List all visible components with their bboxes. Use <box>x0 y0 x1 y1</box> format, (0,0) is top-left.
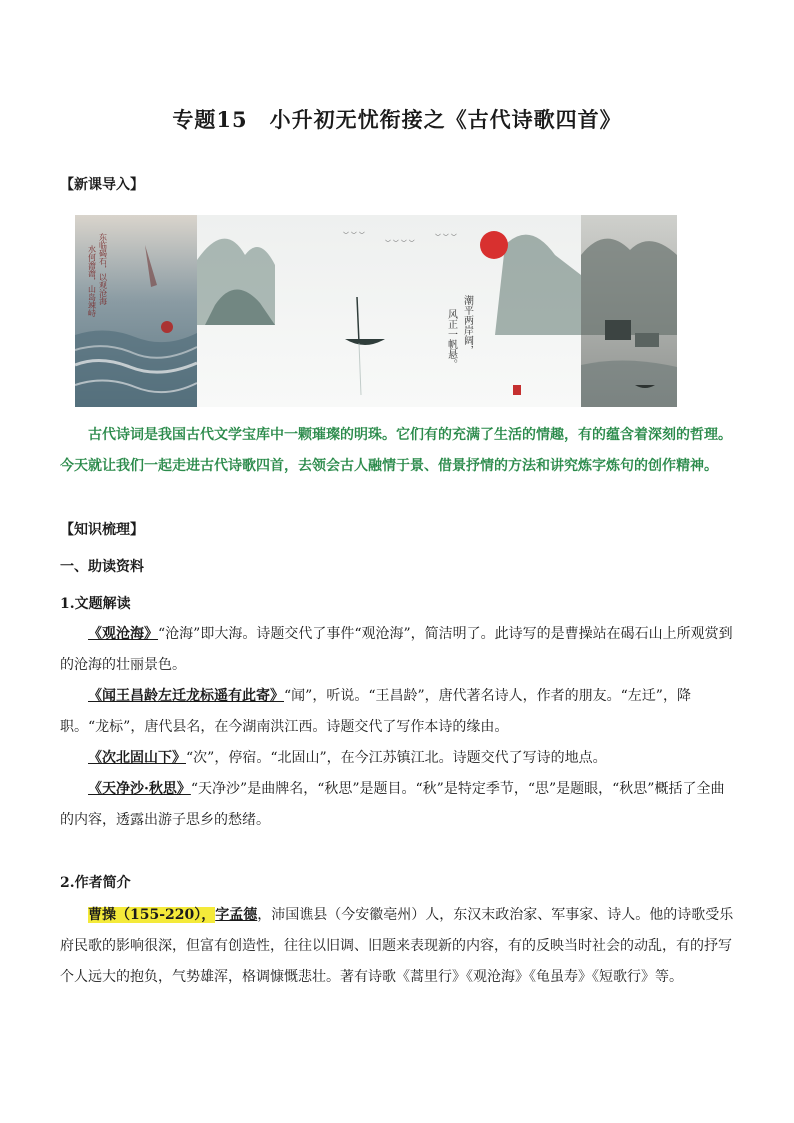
figure-icon <box>161 321 173 333</box>
item-guancanghai <box>60 619 736 681</box>
page-title: 专题15 小升初无忧衔接之《古代诗歌四首》 <box>172 107 622 132</box>
author-courtesy-name: 字孟德 <box>215 907 258 923</box>
intro-paragraph: 古代诗词是我国古代文学宝库中一颗璀璨的明珠。它们有的充满了生活的情趣，有的蕴含着深刻的哲理。今天就让我们一起走进古代诗歌四首，去领会古人融情于景、借景抒情的方法和讲究炼字炼句的创作精神。 <box>60 427 732 474</box>
item-cibeigushan <box>60 743 736 774</box>
author-name: 曹操（155-220）， <box>88 907 216 923</box>
svg-text:水何澹澹，山岛竦峙: 水何澹澹，山岛竦峙 <box>87 245 97 317</box>
banner-image <box>75 215 677 407</box>
item-desc: “闻”，听说。“王昌龄”，唐代著名诗人，作者的朋友。“左迁”，降职。“龙标”，唐代县名，在今湖南洪江西。诗题交代了写作本诗的缘由。 <box>60 688 691 735</box>
item-title: 《次北固山下》 <box>88 750 186 766</box>
seal-stamp <box>513 385 521 395</box>
section-header-intro: 【新课导入】 <box>60 177 144 193</box>
svg-text:东临碣石，以观沧海: 东临碣石，以观沧海 <box>98 233 108 305</box>
item-desc: “天净沙”是曲牌名，“秋思”是题目。“秋”是特定季节，“思”是题眼，“秋思”概括了全曲的内容，透露出游子思乡的愁绪。 <box>60 781 725 828</box>
item-desc: “次”，停宿。“北固山”，在今江苏镇江北。诗题交代了写诗的地点。 <box>186 750 607 766</box>
svg-text:︶ ︶ ︶: ︶ ︶ ︶ <box>435 234 457 241</box>
subsection-reading-materials: 一、助读资料 <box>60 559 144 575</box>
item-desc: “沧海”即大海。诗题交代了事件“观沧海”，简洁明了。此诗写的是曹操站在碣石山上所观赏到的沧海的壮丽景色。 <box>60 626 733 673</box>
item-title: 《天净沙·秋思》 <box>88 781 191 797</box>
svg-text:︶ ︶ ︶: ︶ ︶ ︶ <box>343 232 365 239</box>
author-bio: ，沛国谯县（今安徽亳州）人，东汉末政治家、军事家、诗人。他的诗歌受乐府民歌的影响很深，但富有创造性，往往以旧调、旧题来表现新的内容，有的反映当时社会的动乱，有的抒写个人远大的抱负，气势雄浑，格调慷慨悲壮。著有诗歌《蒿里行》《观沧海》《龟虽寿》《短歌行》等。 <box>60 907 734 985</box>
author-paragraph <box>60 900 736 993</box>
subsection-title-interpretation: 1.文题解读 <box>60 596 131 612</box>
svg-text:︶ ︶ ︶ ︶: ︶ ︶ ︶ ︶ <box>385 240 415 247</box>
section-header-knowledge: 【知识梳理】 <box>60 522 144 538</box>
item-wenwangchangling <box>60 681 736 743</box>
item-title: 《闻王昌龄左迁龙标遥有此寄》 <box>88 688 284 704</box>
item-title: 《观沧海》 <box>88 626 158 642</box>
svg-text:潮平两岸阔，: 潮平两岸阔， <box>461 295 473 355</box>
banner-illustration <box>75 215 677 407</box>
sun-icon <box>480 231 508 259</box>
svg-text:风正一帆悬。: 风正一帆悬。 <box>445 309 457 369</box>
item-tianjingsha <box>60 774 736 836</box>
subsection-author-intro: 2.作者简介 <box>60 875 131 891</box>
